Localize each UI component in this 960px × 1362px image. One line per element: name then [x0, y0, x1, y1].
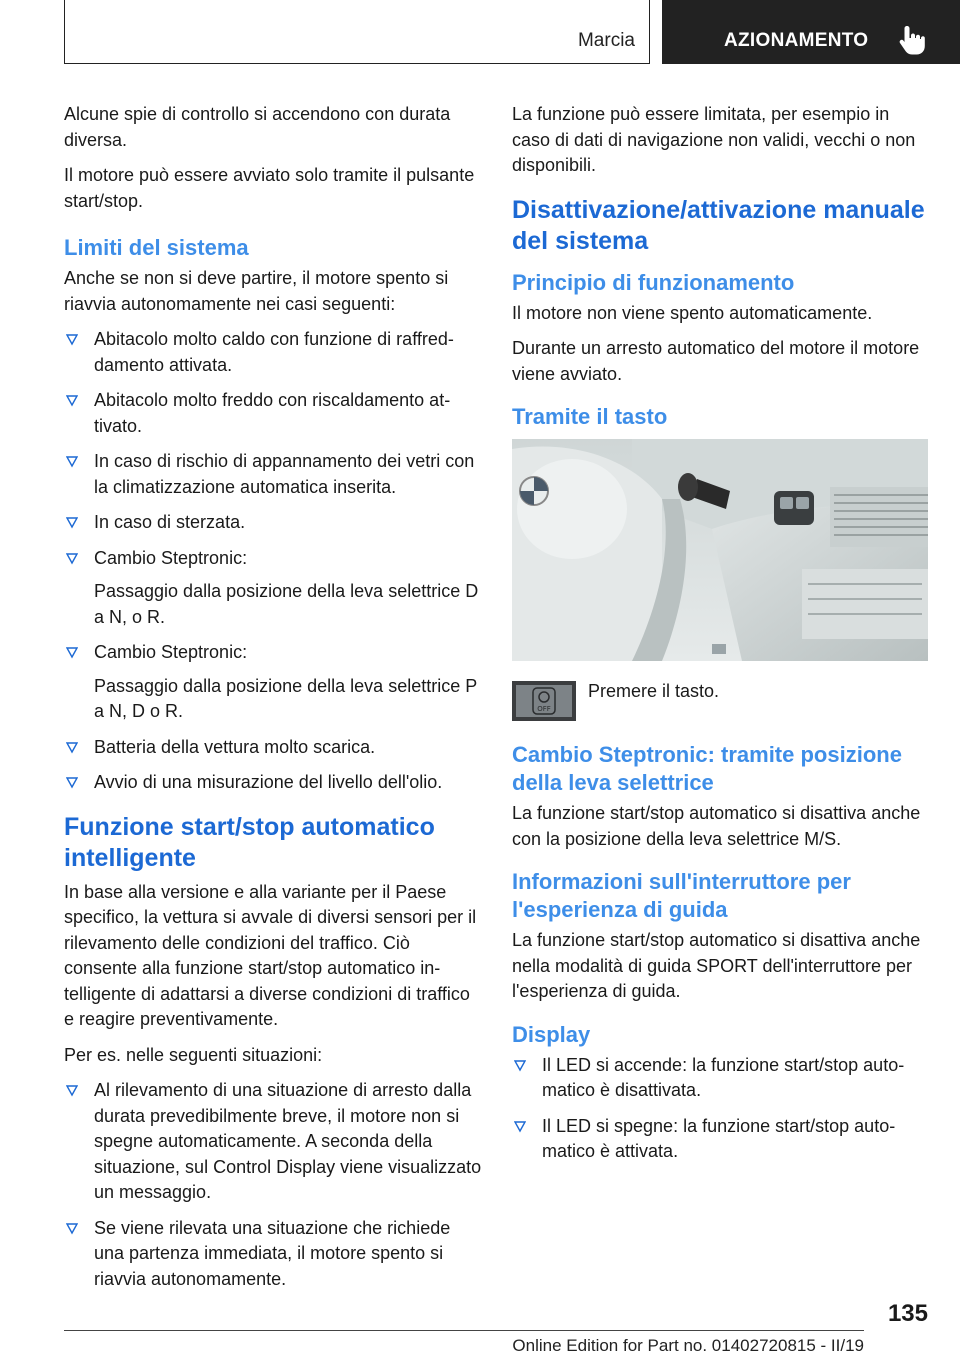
list-item: Al rilevamento di una situazione di arresto dalla durata prevedibilmente breve, il motore non si spegne automaticamente. A seconda della situazione, sul Control Display viene visualizzato un messaggio.	[64, 1078, 484, 1206]
intro-paragraph-1: Alcune spie di controllo si accendono con durata diversa.	[64, 104, 451, 150]
heading-display: Display	[512, 1021, 591, 1047]
header-section-box	[64, 0, 650, 64]
situazioni-list	[64, 1078, 484, 1292]
display-list	[512, 1053, 928, 1165]
triangle-bullet-icon	[66, 456, 78, 468]
auto-start-stop-off-button-icon	[512, 681, 576, 721]
svg-text:OFF: OFF	[537, 705, 551, 713]
heading-funzione-start-stop: Funzione start/stop automatico intelligente	[64, 812, 435, 872]
list-item-subtext: Passaggio dalla posizione della leva selettrice D a N, o R.	[94, 581, 479, 627]
list-item: Batteria della vettura molto scarica.	[64, 735, 484, 761]
triangle-bullet-icon	[514, 1121, 526, 1133]
triangle-bullet-icon	[66, 517, 78, 529]
list-item: Se viene rilevata una situazione che richiede una partenza immediata, il motore spento si riavvia autonomamente.	[64, 1216, 484, 1293]
list-item: In caso di sterzata.	[64, 510, 484, 536]
triangle-bullet-icon	[66, 777, 78, 789]
key-instruction	[512, 681, 928, 721]
informazioni-paragraph: La funzione start/stop automatico si disattiva anche nella modalità di guida SPORT dell'interruttore per l'esperienza di guida.	[512, 930, 921, 1001]
footer-edition: Online Edition for Part no. 01402720815 - II/19	[512, 1336, 864, 1355]
key-instruction-label: Premere il tasto.	[588, 681, 720, 701]
situazioni-paragraph: Per es. nelle seguenti situazioni:	[64, 1044, 323, 1065]
triangle-bullet-icon	[66, 742, 78, 754]
heading-cambio-steptronic: Cambio Steptronic: tramite posizione della leva selettrice	[512, 742, 902, 795]
principio-paragraph-2: Durante un arresto automatico del motore il motore viene avviato.	[512, 338, 920, 384]
list-item: Cambio Steptronic: Passaggio dalla posizione della leva selettrice D a N, o R.	[64, 546, 484, 631]
list-item: Il LED si accende: la funzione start/stop automatico è disattivata.	[512, 1053, 928, 1104]
hand-pointer-icon	[898, 24, 926, 56]
triangle-bullet-icon	[66, 647, 78, 659]
heading-disattivazione: Disattivazione/attivazione manuale del sistema	[512, 195, 925, 255]
list-item: Abitacolo molto caldo con funzione di raffreddamento attivata.	[64, 327, 484, 378]
principio-paragraph-1: Il motore non viene spento automaticamente.	[512, 302, 873, 323]
triangle-bullet-icon	[514, 1060, 526, 1072]
limiti-paragraph: Anche se non si deve partire, il motore spento si riavvia autonomamente nei casi seguenti:	[64, 268, 449, 314]
footer-divider	[64, 1330, 864, 1331]
list-item: Avvio di una misurazione del livello dell'olio.	[64, 770, 484, 796]
page-number: 135	[887, 1300, 928, 1327]
limiti-list	[64, 327, 484, 796]
list-item-subtext: Passaggio dalla posizione della leva selettrice P a N, D o R.	[94, 675, 477, 721]
dashboard-photo	[512, 439, 928, 661]
limitata-paragraph: La funzione può essere limitata, per esempio in caso di dati di navigazione non validi, vecchi o non disponibili.	[512, 104, 916, 175]
triangle-bullet-icon	[66, 1223, 78, 1235]
cambio-paragraph: La funzione start/stop automatico si disattiva anche con la posizione della leva selettrice M/S.	[512, 803, 921, 849]
heading-tramite-tasto: Tramite il tasto	[512, 404, 668, 429]
heading-informazioni-interruttore: Informazioni sull'interruttore per l'esperienza di guida	[512, 869, 851, 922]
triangle-bullet-icon	[66, 334, 78, 346]
funzione-paragraph: In base alla versione e alla variante per il Paese specifico, la vettura si avvale di diversi sensori per il rilevamento delle condizioni del traffico. Ciò consente alla funzione start/stop automatico intelligente di adattarsi a diverse condizioni di traffico e reagire preventivamente.	[64, 881, 477, 1029]
heading-principio: Principio di funzionamento	[512, 269, 795, 295]
heading-limiti-del-sistema: Limiti del sistema	[64, 235, 249, 260]
triangle-bullet-icon	[66, 1085, 78, 1097]
list-item: Il LED si spegne: la funzione start/stop automatico è attivata.	[512, 1114, 928, 1165]
left-column	[64, 102, 484, 1302]
list-item: Abitacolo molto freddo con riscaldamento attivato.	[64, 388, 484, 439]
header-chapter-box	[662, 0, 960, 64]
intro-paragraph-2: Il motore può essere avviato solo tramite il pulsante start/stop.	[64, 165, 475, 211]
right-column	[512, 102, 928, 1175]
triangle-bullet-icon	[66, 395, 78, 407]
list-item: Cambio Steptronic: Passaggio dalla posizione della leva selettrice P a N, D o R.	[64, 640, 484, 725]
header-chapter-title: AZIONAMENTO	[724, 30, 869, 51]
list-item: In caso di rischio di appannamento dei vetri con la climatizzazione automatica inserita.	[64, 449, 484, 500]
header-section-title: Marcia	[577, 30, 635, 51]
triangle-bullet-icon	[66, 553, 78, 565]
